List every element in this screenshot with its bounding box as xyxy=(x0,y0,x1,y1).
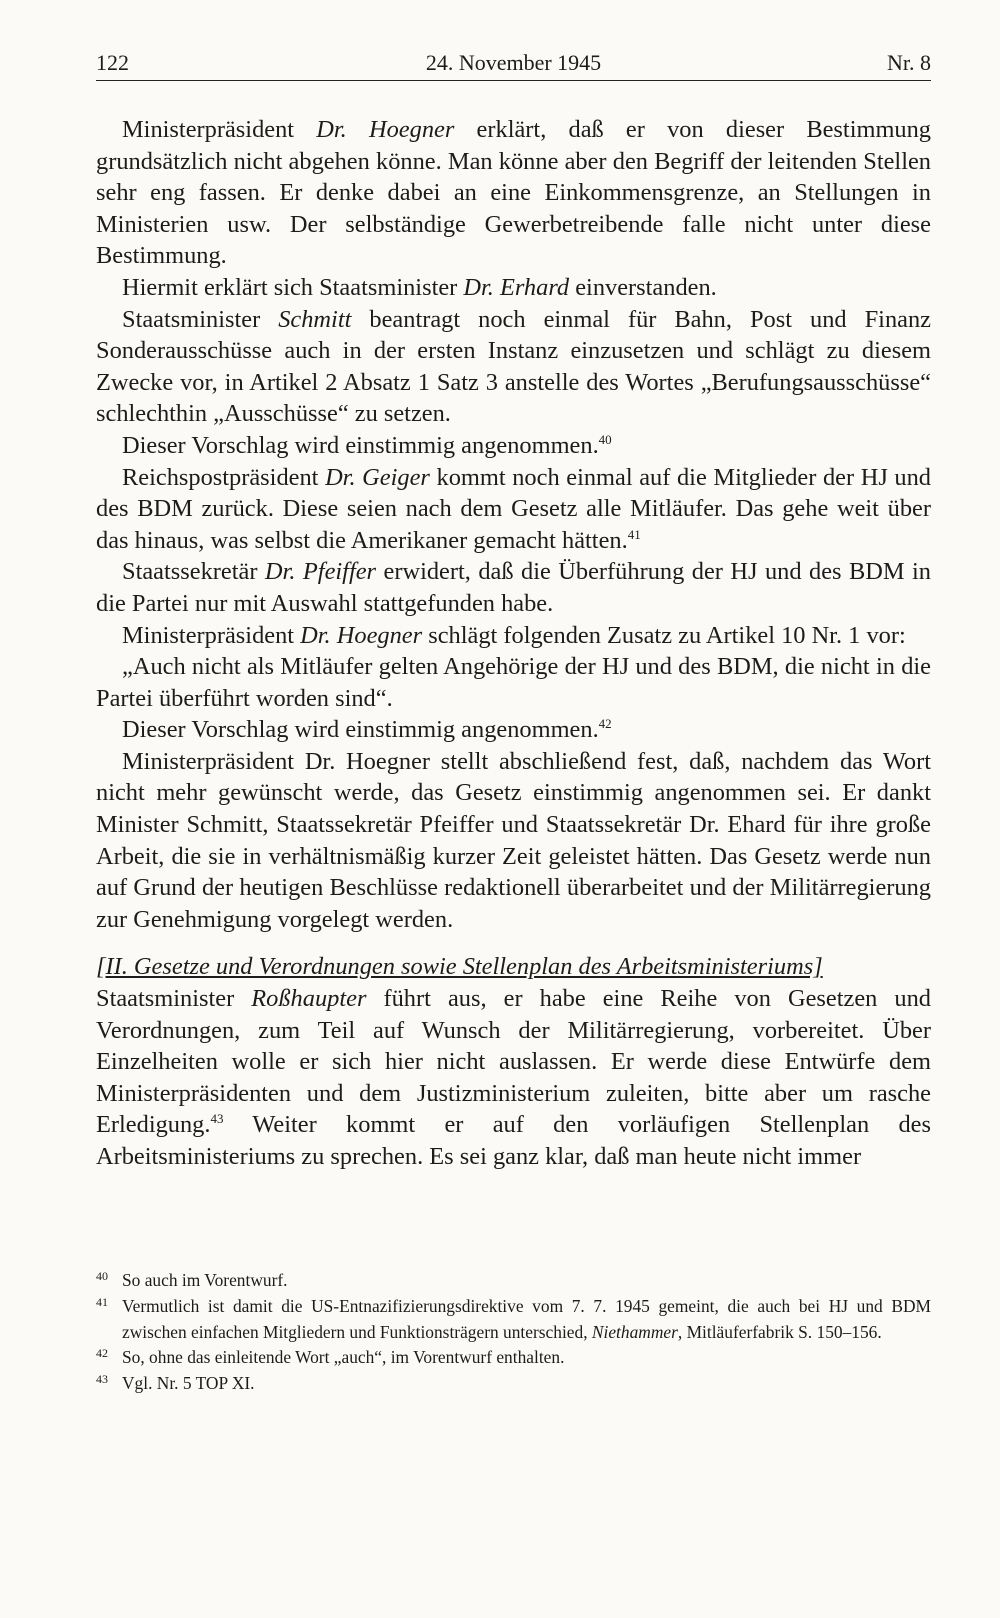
text-run: kommt noch einmal auf die Mitglieder der HJ und des BDM zurück. Diese seien nach dem Gesetz alle Mitläufer. Das gehe weit über das hinaus, was selbst die Amerikaner gemacht hätten. xyxy=(96,463,932,554)
text-run: Ministerpräsident xyxy=(122,621,301,649)
footnote-number: 42 xyxy=(96,1346,108,1361)
person-name: Niethammer xyxy=(591,1321,678,1342)
text-run: So auch im Vorentwurf. xyxy=(122,1270,288,1290)
person-name: Dr. Pfeiffer xyxy=(264,558,377,586)
text-run: Staatsminister xyxy=(122,305,279,333)
section-heading xyxy=(96,951,931,983)
text-run: „Auch nicht als Mitläufer gelten Angehörige der HJ und des BDM, die nicht in die Partei überführt worden sind“. xyxy=(96,653,931,712)
paragraph xyxy=(96,983,931,1173)
text-run: schlägt folgenden Zusatz zu Artikel 10 Nr. 1 vor: xyxy=(422,621,906,649)
person-name: Dr. Erhard xyxy=(463,273,570,301)
footnote xyxy=(96,1268,931,1294)
footnotes xyxy=(96,1268,931,1397)
text-run: Ministerpräsident xyxy=(122,116,317,143)
paragraph xyxy=(96,304,931,430)
text-run: führt aus, er habe eine Reihe von Gesetzen und Verordnungen, zum Teil auf Wunsch der Militärregierung, vorbereitet. Über Einzelheiten wolle er sich hier nicht auslassen. Er werde diese Entwürfe dem Ministerpräsidenten und dem Justizministerium zuleiten, bitte aber um rasche Erledigung. xyxy=(96,985,932,1139)
text-run: Reichspostpräsident xyxy=(122,463,326,491)
footnote xyxy=(96,1371,931,1397)
page-number: 122 xyxy=(96,50,129,75)
text-run: Staatssekretär xyxy=(122,558,265,586)
paragraph xyxy=(96,272,931,304)
paragraph xyxy=(96,462,931,557)
text-run: Dieser Vorschlag wird einstimmig angenommen. xyxy=(122,431,599,459)
paragraph xyxy=(96,430,931,462)
text-run: Vermutlich ist damit die US-Entnazifizierungsdirektive vom 7. 7. 1945 gemeint, die auch bei HJ und BDM zwischen einfachen Mitgliedern und Funktionsträgern unterschied, xyxy=(122,1295,931,1342)
footnote-ref: 42 xyxy=(598,716,612,732)
footnote xyxy=(96,1345,931,1371)
text-run: Vgl. Nr. 5 TOP XI. xyxy=(122,1373,255,1394)
footnote xyxy=(96,1294,931,1346)
person-name: Dr. Geiger xyxy=(325,463,430,491)
footnote-ref: 41 xyxy=(627,526,641,542)
footnote-ref: 40 xyxy=(598,431,612,447)
document-number: Nr. 8 xyxy=(887,50,931,75)
page-header xyxy=(96,50,931,81)
text-run: , Mitläuferfabrik S. 150–156. xyxy=(677,1321,882,1342)
header-date: 24. November 1945 xyxy=(425,50,602,75)
paragraph xyxy=(96,114,931,272)
text-run: erklärt, daß er von dieser Bestimmung grundsätzlich nicht abgehen könne. Man könne aber den Begriff der leitenden Stellen sehr eng fassen. Er denke dabei an eine Einkommensgrenze, an Stellungen in Ministerien usw. Der selbständige Gewerbetreibende falle nicht unter diese Bestimmung. xyxy=(96,116,932,270)
paragraph xyxy=(96,746,931,936)
person-name: Dr. Hoegner xyxy=(316,116,455,143)
paragraph xyxy=(96,556,931,619)
text-run: Hiermit erklärt sich Staatsminister xyxy=(122,273,464,301)
quoted-proposal xyxy=(96,651,931,714)
person-name: Dr. Hoegner xyxy=(300,621,423,649)
person-name: Roßhaupter xyxy=(251,985,367,1013)
text-run: beantragt noch einmal für Bahn, Post und Finanz Sonderausschüsse auch in der ersten Instanz einzusetzen und schlägt zu diesem Zwecke vor, in Artikel 2 Absatz 1 Satz 3 anstelle des Wortes „Berufungsausschüsse“ schlechthin „Ausschüsse“ zu setzen. xyxy=(96,305,932,428)
text-run: Weiter kommt er auf den vorläufigen Stellenplan des Arbeitsministeriums zu sprechen. Es sei ganz klar, daß man heute nicht immer xyxy=(96,1111,931,1170)
text-run: Staatsminister xyxy=(96,985,252,1013)
paragraph xyxy=(96,714,931,746)
body-text xyxy=(96,114,931,1173)
footnote-number: 43 xyxy=(96,1372,108,1387)
section-heading-text: [II. Gesetze und Verordnungen sowie Stellenplan des Arbeitsministeriums] xyxy=(96,953,823,981)
footnote-number: 40 xyxy=(96,1269,108,1283)
footnote-ref: 43 xyxy=(210,1111,224,1127)
text-run: Ministerpräsident Dr. Hoegner stellt abschließend fest, daß, nachdem das Wort nicht mehr gewünscht werde, das Gesetz einstimmig angenommen sei. Er dankt Minister Schmitt, Staatssekretär Pfeiffer und Staatssekretär Dr. Ehard für ihre große Arbeit, die sie in verhältnismäßig kurzer Zeit geleistet hätten. Das Gesetz werde nun auf Grund der heutigen Beschlüsse redaktionell überarbeitet und der Militärregierung zur Genehmigung vorgelegt werden. xyxy=(96,747,931,933)
text-run: So, ohne das einleitende Wort „auch“, im Vorentwurf enthalten. xyxy=(122,1347,565,1368)
footnote-number: 41 xyxy=(96,1294,108,1309)
text-run: erwidert, daß die Überführung der HJ und des BDM in die Partei nur mit Auswahl stattgefunden habe. xyxy=(96,558,931,617)
person-name: Schmitt xyxy=(278,305,352,333)
text-run: einverstanden. xyxy=(569,273,717,301)
paragraph xyxy=(96,620,931,652)
text-run: Dieser Vorschlag wird einstimmig angenommen. xyxy=(122,716,599,744)
